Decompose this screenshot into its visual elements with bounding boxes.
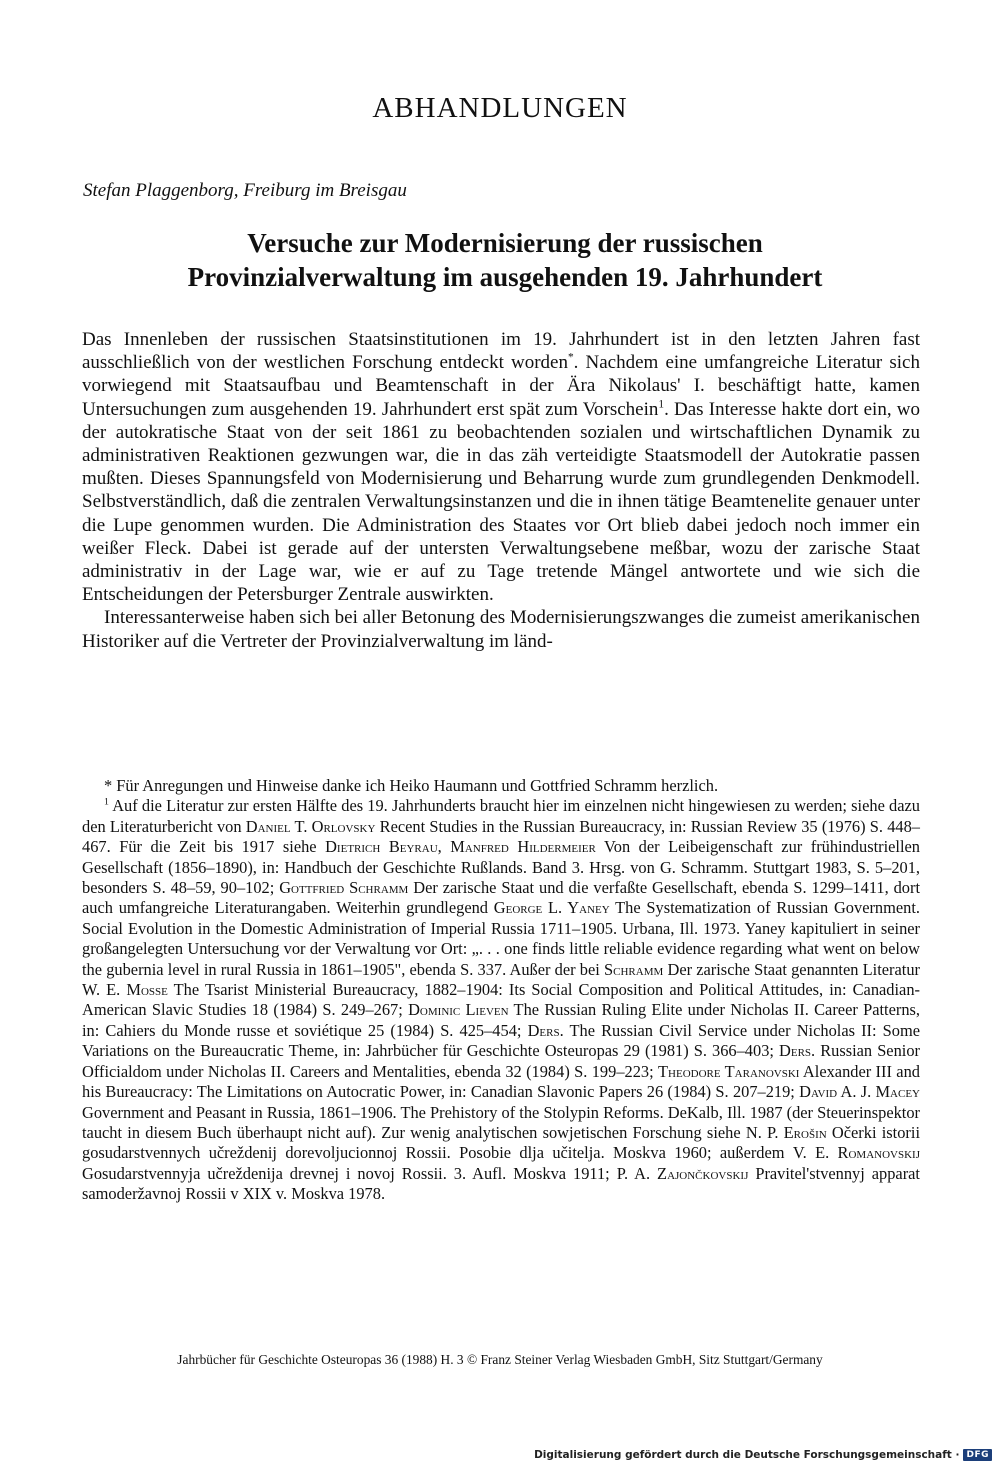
footnote-star-text: Für Anregungen und Hinweise danke ich Heiko Haumann und Gottfried Schramm herzlich. <box>112 776 719 795</box>
cited-author: Dietrich Beyrau, Manfred Hildermeier <box>325 837 596 857</box>
article-title <box>110 226 900 294</box>
paragraph-1-part-b: . Nachdem eine umfangreiche Literatur sich vorwiegend mit Staatsaufbau und Beamtenschaft in der Ära Nikolaus' I. beschäftigt hatte, kamen Untersuchungen zum ausgehenden 19. Jahrhundert erst spät zum Vorschein <box>82 352 920 420</box>
author-line: Stefan Plaggenborg, Freiburg im Breisgau <box>83 180 407 201</box>
footnote-text: Der zarische Staat und die verfaßte Gesellschaft, ebenda S. 1299–1411, dort auch umfangreiche Literaturangaben. Weiterhin grundlegend <box>82 878 921 918</box>
footnote-ref-star: * <box>567 351 574 364</box>
article-title-line-2: Provinzialverwaltung im ausgehenden 19. Jahrhundert <box>187 262 823 292</box>
footnote-star <box>82 776 920 796</box>
cited-author: V. E. Romanovskij <box>792 1143 920 1163</box>
footnote-text: Russian Senior Officialdom under Nicholas II. Careers and Mentalities, ebenda 32 (1984) S. 199–223; <box>82 1041 920 1081</box>
footnote-text: The Russian Ruling Elite under Nicholas II. Career Patterns, in: Cahiers du Monde russe et soviétique 25 (1984) S. 425–454; <box>82 1000 920 1040</box>
footnote-text: Auf die Literatur zur ersten Hälfte des 19. Jahrhunderts braucht hier im einzelnen nicht hingewiesen zu werden; siehe dazu den Literaturbericht von <box>82 796 920 836</box>
journal-footer: Jahrbücher für Geschichte Osteuropas 36 (1988) H. 3 © Franz Steiner Verlag Wiesbaden GmbH, Sitz Stuttgart/Germany <box>177 1352 823 1367</box>
paragraph-1-part-a: Das Innenleben der russischen Staatsinstitutionen im 19. Jahrhundert ist in den letzten Jahren fast ausschließlich von der westlichen Forschung entdeckt worden <box>82 329 920 374</box>
footnote-text: Government and Peasant in Russia, 1861–1906. The Prehistory of the Stolypin Reforms. DeKalb, Ill. 1987 (der Steuerinspektor taucht in diesem Buch überhaupt nicht auf). Zur wenig analytischen sowjetischen Forschung siehe <box>82 1102 920 1142</box>
paragraph-2: Interessanterweise haben sich bei aller Betonung des Modernisierungszwanges die zumeist amerikanischen Historiker auf die Vertreter der Provinzialverwaltung im länd- <box>82 607 920 652</box>
cited-author: Gottfried Schramm <box>279 878 409 898</box>
cited-author: Theodore Taranovski <box>658 1061 800 1081</box>
cited-author: Dominic Lieven <box>408 1000 509 1020</box>
footnote-text: Pravitel'stvennyj apparat samoderžavnoj Rossii v XIX v. Moskva 1978. <box>82 1163 920 1204</box>
footnote-text: Recent Studies in the Russian Bureaucracy, in: Russian Review 35 (1976) S. 448–467. Für die Zeit bis 1917 siehe <box>82 816 920 857</box>
cited-author: Schramm <box>604 959 664 979</box>
body-text <box>82 328 920 653</box>
paragraph-1-part-c: . Das Interesse hakte dort ein, wo der autokratische Staat von der seit 1861 zu beobachtenden sozialen und wirtschaftlichen Dynamik zu administrativen Reaktionen gezwungen war, die in das zäh verteidigte Staatsmodell der Autokratie passen mußten. Dieses Spannungsfeld von Modernisierung und Beharrung wurde zum grundlegenden Denkmodell. Selbstverständlich, daß die zentralen Verwaltungsinstanzen und die in ihnen tätige Beamtenelite genauer unter die Lupe genommen wurden. Die Administration des Staates vor Ort blieb dabei jedoch noch immer ein weißer Fleck. Dabei ist gerade auf der untersten Verwaltungsebene meßbar, wozu der zarische Staat administrativ in der Lage war, wie er auf zu Tage tretende Mängel antwortete und wie sich die Entscheidungen der Petersburger Zentrale auswirkten. <box>82 398 921 606</box>
cited-author: P. A. Zajončkovskij <box>616 1163 749 1183</box>
cited-author: George L. Yaney <box>493 898 610 918</box>
footnote-ref-1: 1 <box>658 398 665 411</box>
footnote-text: Očerki istorii gosudarstvennych učreždenij dorevoljucionnoj Rossii. Posobie dlja učitelja. Moskva 1960; außerdem <box>82 1122 920 1163</box>
footnote-text: The Russian Civil Service under Nicholas II: Some Variations on the Bureaucratic Theme, in: Jahrbücher für Geschichte Osteuropas 29 (1981) S. 366–403; <box>82 1020 920 1061</box>
dfg-logo: DFG <box>963 1449 992 1461</box>
footnote-text: The Tsarist Ministerial Bureaucracy, 1882–1904: Its Social Composition and Political Attitudes, in: Canadian-American Slavic Studies 18 (1984) S. 249–267; <box>82 980 920 1020</box>
footnote-text: Der zarische Staat genannten Literatur <box>663 959 920 979</box>
footnote-1 <box>82 796 920 1204</box>
article-title-line-1: Versuche zur Modernisierung der russischen <box>247 228 763 258</box>
cited-author: David A. J. Macey <box>799 1082 920 1102</box>
footnote-text: Gosudarstvennyja učreždenija drevnej i novoj Rossii. 3. Aufl. Moskva 1911; <box>82 1163 617 1183</box>
cited-author: W. E. Mosse <box>82 980 168 1000</box>
footnote-text: The Systematization of Russian Government. Social Evolution in the Domestic Administration of Imperial Russia 1711–1905. Urbana, Ill. 1973. Yaney kapituliert in seiner großangelegten Untersuchung vor der Verwaltung vor Ort: „. . . one finds little reliable evidence regarding what went on below the gubernia level in rural Russia in 1861–1905", ebenda S. 337. Außer der bei <box>82 898 920 979</box>
cited-author: Daniel T. Orlovsky <box>245 816 376 836</box>
footnote-star-mark: * <box>104 776 113 795</box>
footnote-text: Alexander III and his Bureaucracy: The Limitations on Autocratic Power, in: Canadian Slavonic Papers 26 (1984) S. 207–219; <box>82 1061 920 1102</box>
banner-text: Digitalisierung gefördert durch die Deutsche Forschungsgemeinschaft · <box>534 1449 960 1461</box>
digitization-banner <box>534 1449 992 1461</box>
footnote-1-mark: 1 <box>104 796 109 808</box>
section-heading: ABHANDLUNGEN <box>372 92 628 124</box>
cited-author: Ders. <box>527 1020 564 1040</box>
footnotes <box>82 776 920 1205</box>
paragraph-1 <box>82 328 920 606</box>
footnote-text: Von der Leibeigenschaft zur frühindustriellen Gesellschaft (1856–1890), in: Handbuch der Geschichte Rußlands. Band 3. Hrsg. von G. Schramm. Stuttgart 1983, S. 5–201, besonders S. 48–59, 90–102; <box>82 837 920 898</box>
cited-author: Ders. <box>779 1041 816 1061</box>
cited-author: N. P. Erošin <box>745 1122 827 1142</box>
